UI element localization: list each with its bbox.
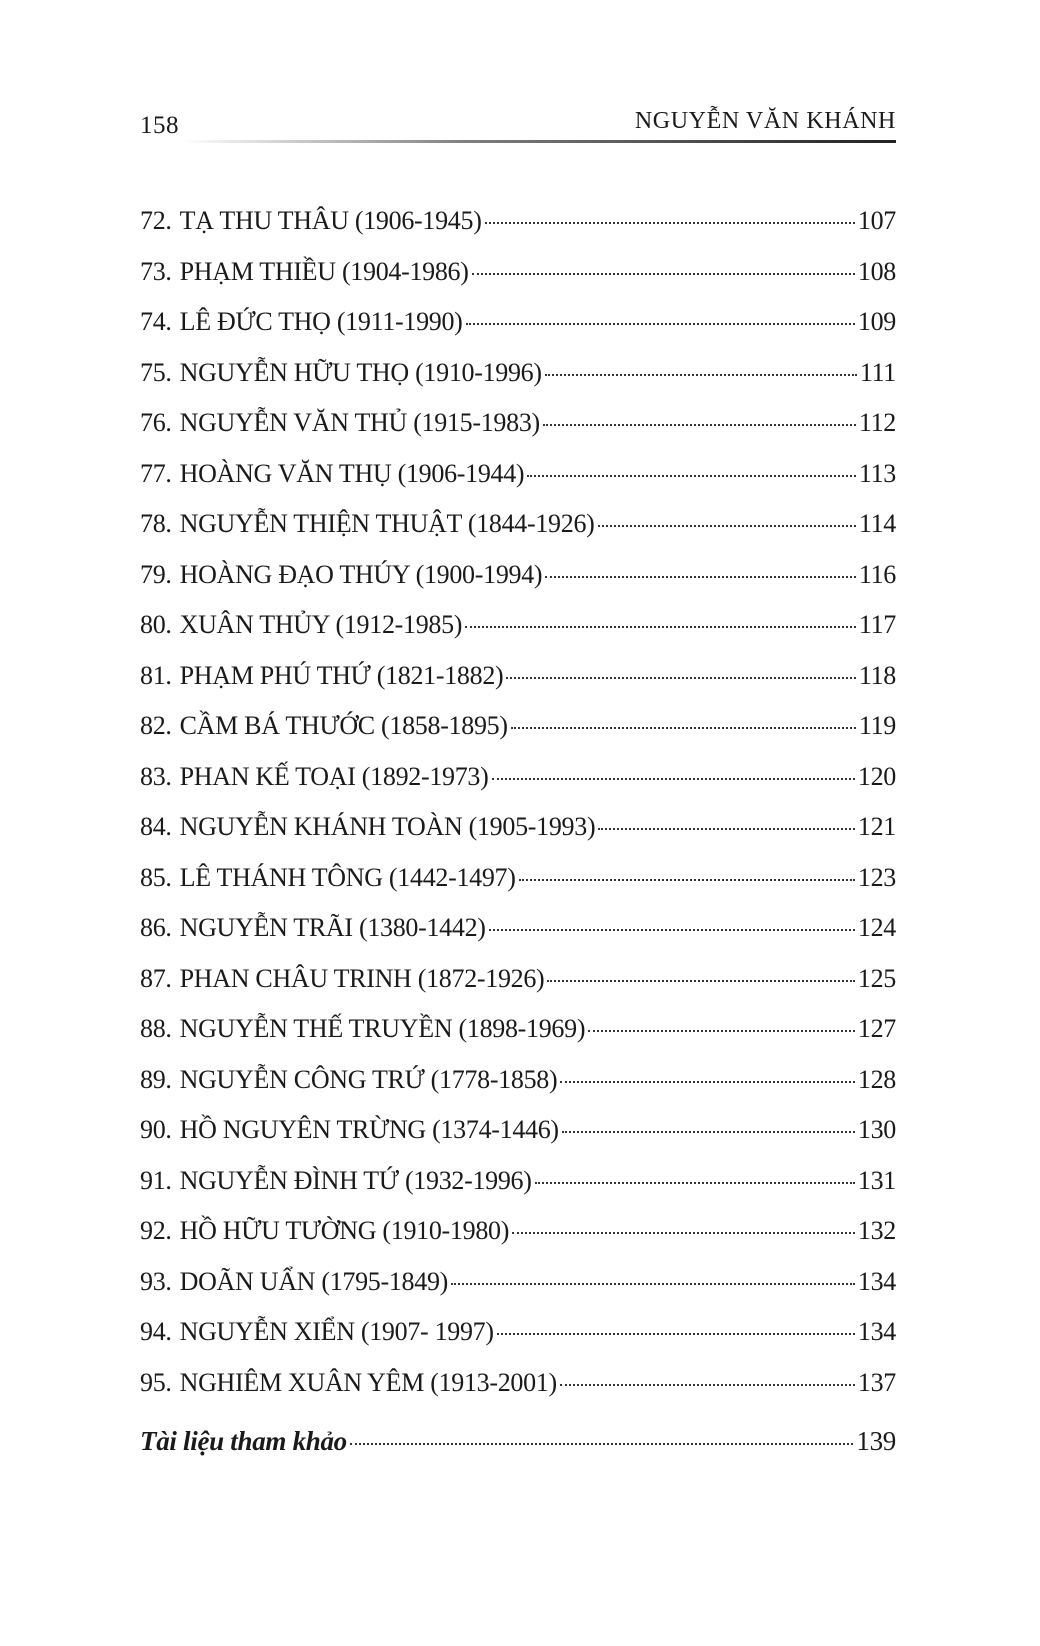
- toc-entry-number: 87.: [140, 963, 172, 993]
- toc-entry-page: 134: [857, 1266, 896, 1296]
- toc-leader-dots: [451, 1283, 855, 1285]
- toc-leader-dots: [547, 980, 854, 982]
- toc-entry-title: NGUYỄN ĐÌNH TỨ (1932-1996): [179, 1165, 532, 1195]
- toc-entry-title: NGUYỄN KHÁNH TOÀN (1905-1993): [179, 812, 596, 841]
- toc-entry-number: 88.: [140, 1014, 172, 1043]
- toc-entry-number: 84.: [140, 812, 172, 841]
- toc-entry-title: HOÀNG ĐẠO THÚY (1900-1994): [179, 559, 543, 589]
- toc-entry-page: 112: [858, 408, 896, 437]
- page-header: [140, 104, 896, 144]
- toc-entry-number: 76.: [140, 408, 172, 437]
- toc-entry-page: 109: [857, 307, 896, 336]
- toc-entry-page: 137: [857, 1367, 896, 1397]
- toc-entry-number: 91.: [140, 1165, 172, 1195]
- toc-entry-number: 93.: [140, 1266, 172, 1296]
- toc-leader-dots: [465, 626, 856, 628]
- toc-entry-title: PHẠM THIỀU (1904-1986): [179, 256, 469, 286]
- toc-entry-title: CẦM BÁ THƯỚC (1858-1895): [179, 711, 508, 740]
- toc-entry-number: 73.: [140, 256, 172, 286]
- toc-entry-title: NGUYỄN THIỆN THUẬT (1844-1926): [179, 509, 595, 538]
- toc-entry-number: 83.: [140, 761, 172, 791]
- toc-leader-dots: [472, 273, 855, 275]
- toc-entry-title: DOÃN UẨN (1795-1849): [179, 1266, 449, 1296]
- toc-entry: [140, 358, 896, 409]
- toc-entry-page: 125: [857, 963, 896, 993]
- toc-entry-page: 139: [856, 1426, 896, 1456]
- toc-entry-page: 108: [857, 256, 896, 286]
- toc-leader-dots: [497, 1333, 855, 1335]
- toc-leader-dots: [560, 1384, 855, 1386]
- toc-entry-title: PHAN CHÂU TRINH (1872-1926): [179, 963, 545, 993]
- toc-entry: [140, 1115, 896, 1166]
- toc-entry: [140, 913, 896, 964]
- toc-entry-page: 131: [857, 1165, 896, 1195]
- toc-entry-title: LÊ ĐỨC THỌ (1911-1990): [179, 307, 463, 336]
- toc-entry: [140, 560, 896, 611]
- toc-entry-title: NGUYỄN CÔNG TRỨ (1778-1858): [179, 1064, 558, 1094]
- running-title: NGUYỄN VĂN KHÁNH: [634, 108, 896, 134]
- toc-entry: [140, 1216, 896, 1267]
- toc-entry: [140, 1065, 896, 1116]
- toc-entry-number: 90.: [140, 1115, 172, 1144]
- toc-entry-number: 79.: [140, 559, 172, 589]
- toc-entry-title: HOÀNG VĂN THỤ (1906-1944): [179, 458, 525, 488]
- toc-entry: [140, 1267, 896, 1318]
- toc-leader-dots: [512, 1232, 855, 1234]
- toc-leader-dots: [519, 879, 855, 881]
- toc-entry-title: NGUYỄN THẾ TRUYỀN (1898-1969): [179, 1014, 586, 1043]
- toc-entry-page: 117: [858, 610, 896, 639]
- toc-entry-number: 72.: [140, 206, 172, 235]
- toc-entry: [140, 762, 896, 813]
- toc-entry: [140, 1014, 896, 1065]
- toc-entry: [140, 1317, 896, 1368]
- toc-leader-dots: [562, 1131, 855, 1133]
- toc-leader-dots: [545, 374, 857, 376]
- toc-entry-number: 92.: [140, 1216, 172, 1245]
- toc-entry-page: 134: [857, 1317, 896, 1346]
- toc-entry: [140, 711, 896, 762]
- toc-leader-dots: [511, 727, 856, 729]
- toc-entry-title: NGUYỄN XIỂN (1907- 1997): [179, 1317, 494, 1346]
- table-of-contents: [140, 206, 896, 1418]
- toc-leader-dots: [350, 1443, 854, 1445]
- toc-leader-dots: [535, 1182, 855, 1184]
- toc-entry-title: HỒ HỮU TƯỜNG (1910-1980): [179, 1216, 510, 1245]
- toc-entry-number: 78.: [140, 509, 172, 538]
- toc-entry-page: 130: [857, 1115, 896, 1144]
- toc-entry: [140, 1166, 896, 1217]
- toc-leader-dots: [492, 778, 855, 780]
- toc-entry-number: 86.: [140, 913, 172, 942]
- toc-leader-dots: [466, 323, 855, 325]
- toc-entry-title: NGUYỄN TRÃI (1380-1442): [179, 913, 486, 942]
- toc-entry-references: [140, 1426, 896, 1477]
- toc-entry: [140, 408, 896, 459]
- toc-leader-dots: [588, 1030, 855, 1032]
- toc-leader-dots: [598, 828, 855, 830]
- toc-entry: [140, 459, 896, 510]
- toc-entry-page: 123: [857, 862, 896, 892]
- toc-entry: [140, 863, 896, 914]
- toc-entry-page: 119: [858, 711, 896, 740]
- toc-entry-title: PHAN KẾ TOẠI (1892-1973): [179, 761, 489, 791]
- toc-entry-page: 128: [857, 1064, 896, 1094]
- toc-entry-number: 80.: [140, 610, 172, 639]
- toc-entry-number: 74.: [140, 307, 172, 336]
- toc-entry-page: 107: [857, 206, 896, 235]
- toc-leader-dots: [489, 929, 855, 931]
- toc-entry-number: 77.: [140, 458, 172, 488]
- toc-entry: [140, 307, 896, 358]
- toc-leader-dots: [545, 576, 856, 578]
- toc-entry-title: XUÂN THỦY (1912-1985): [179, 610, 463, 639]
- toc-entry-title: NGHIÊM XUÂN YÊM (1913-2001): [179, 1367, 557, 1397]
- toc-entry-page: 121: [857, 812, 896, 841]
- toc-entry-page: 120: [857, 761, 896, 791]
- toc-leader-dots: [543, 424, 856, 426]
- toc-entry: [140, 812, 896, 863]
- toc-entry-number: 95.: [140, 1367, 172, 1397]
- toc-entry-page: 127: [857, 1014, 896, 1043]
- toc-entry-title: NGUYỄN VĂN THỦ (1915-1983): [179, 408, 540, 437]
- toc-entry: [140, 661, 896, 712]
- toc-entry-title: LÊ THÁNH TÔNG (1442-1497): [179, 862, 516, 892]
- toc-entry: [140, 610, 896, 661]
- toc-entry-page: 111: [859, 357, 896, 387]
- toc-entry-number: 75.: [140, 357, 172, 387]
- toc-entry-page: 132: [857, 1216, 896, 1245]
- toc-leader-dots: [560, 1081, 855, 1083]
- toc-entry: [140, 509, 896, 560]
- toc-entry-page: 118: [858, 660, 896, 690]
- toc-entry-number: 94.: [140, 1317, 172, 1346]
- toc-leader-dots: [506, 677, 855, 679]
- toc-entry: [140, 206, 896, 257]
- toc-entry: [140, 964, 896, 1015]
- toc-entry: [140, 1368, 896, 1419]
- toc-entry-title: TẠ THU THÂU (1906-1945): [179, 206, 482, 235]
- toc-entry-page: 116: [858, 559, 896, 589]
- toc-entry-page: 124: [857, 913, 896, 942]
- toc-entry-number: 82.: [140, 711, 172, 740]
- page-number: 158: [140, 112, 179, 139]
- toc-entry-number: 89.: [140, 1064, 172, 1094]
- toc-entry-title: PHẠM PHÚ THỨ (1821-1882): [179, 660, 504, 690]
- toc-entry: [140, 257, 896, 308]
- toc-entry-page: 114: [858, 509, 896, 538]
- toc-leader-dots: [598, 525, 856, 527]
- toc-entry-page: 113: [858, 458, 896, 488]
- toc-leader-dots: [527, 475, 856, 477]
- toc-entry-title: NGUYỄN HỮU THỌ (1910-1996): [179, 357, 542, 387]
- toc-entry-title: Tài liệu tham khảo: [140, 1426, 347, 1456]
- toc-entry-number: 85.: [140, 862, 172, 892]
- toc-entry-title: HỒ NGUYÊN TRỪNG (1374-1446): [179, 1115, 559, 1144]
- header-rule: [182, 140, 896, 143]
- toc-leader-dots: [485, 222, 855, 224]
- toc-entry-number: 81.: [140, 660, 172, 690]
